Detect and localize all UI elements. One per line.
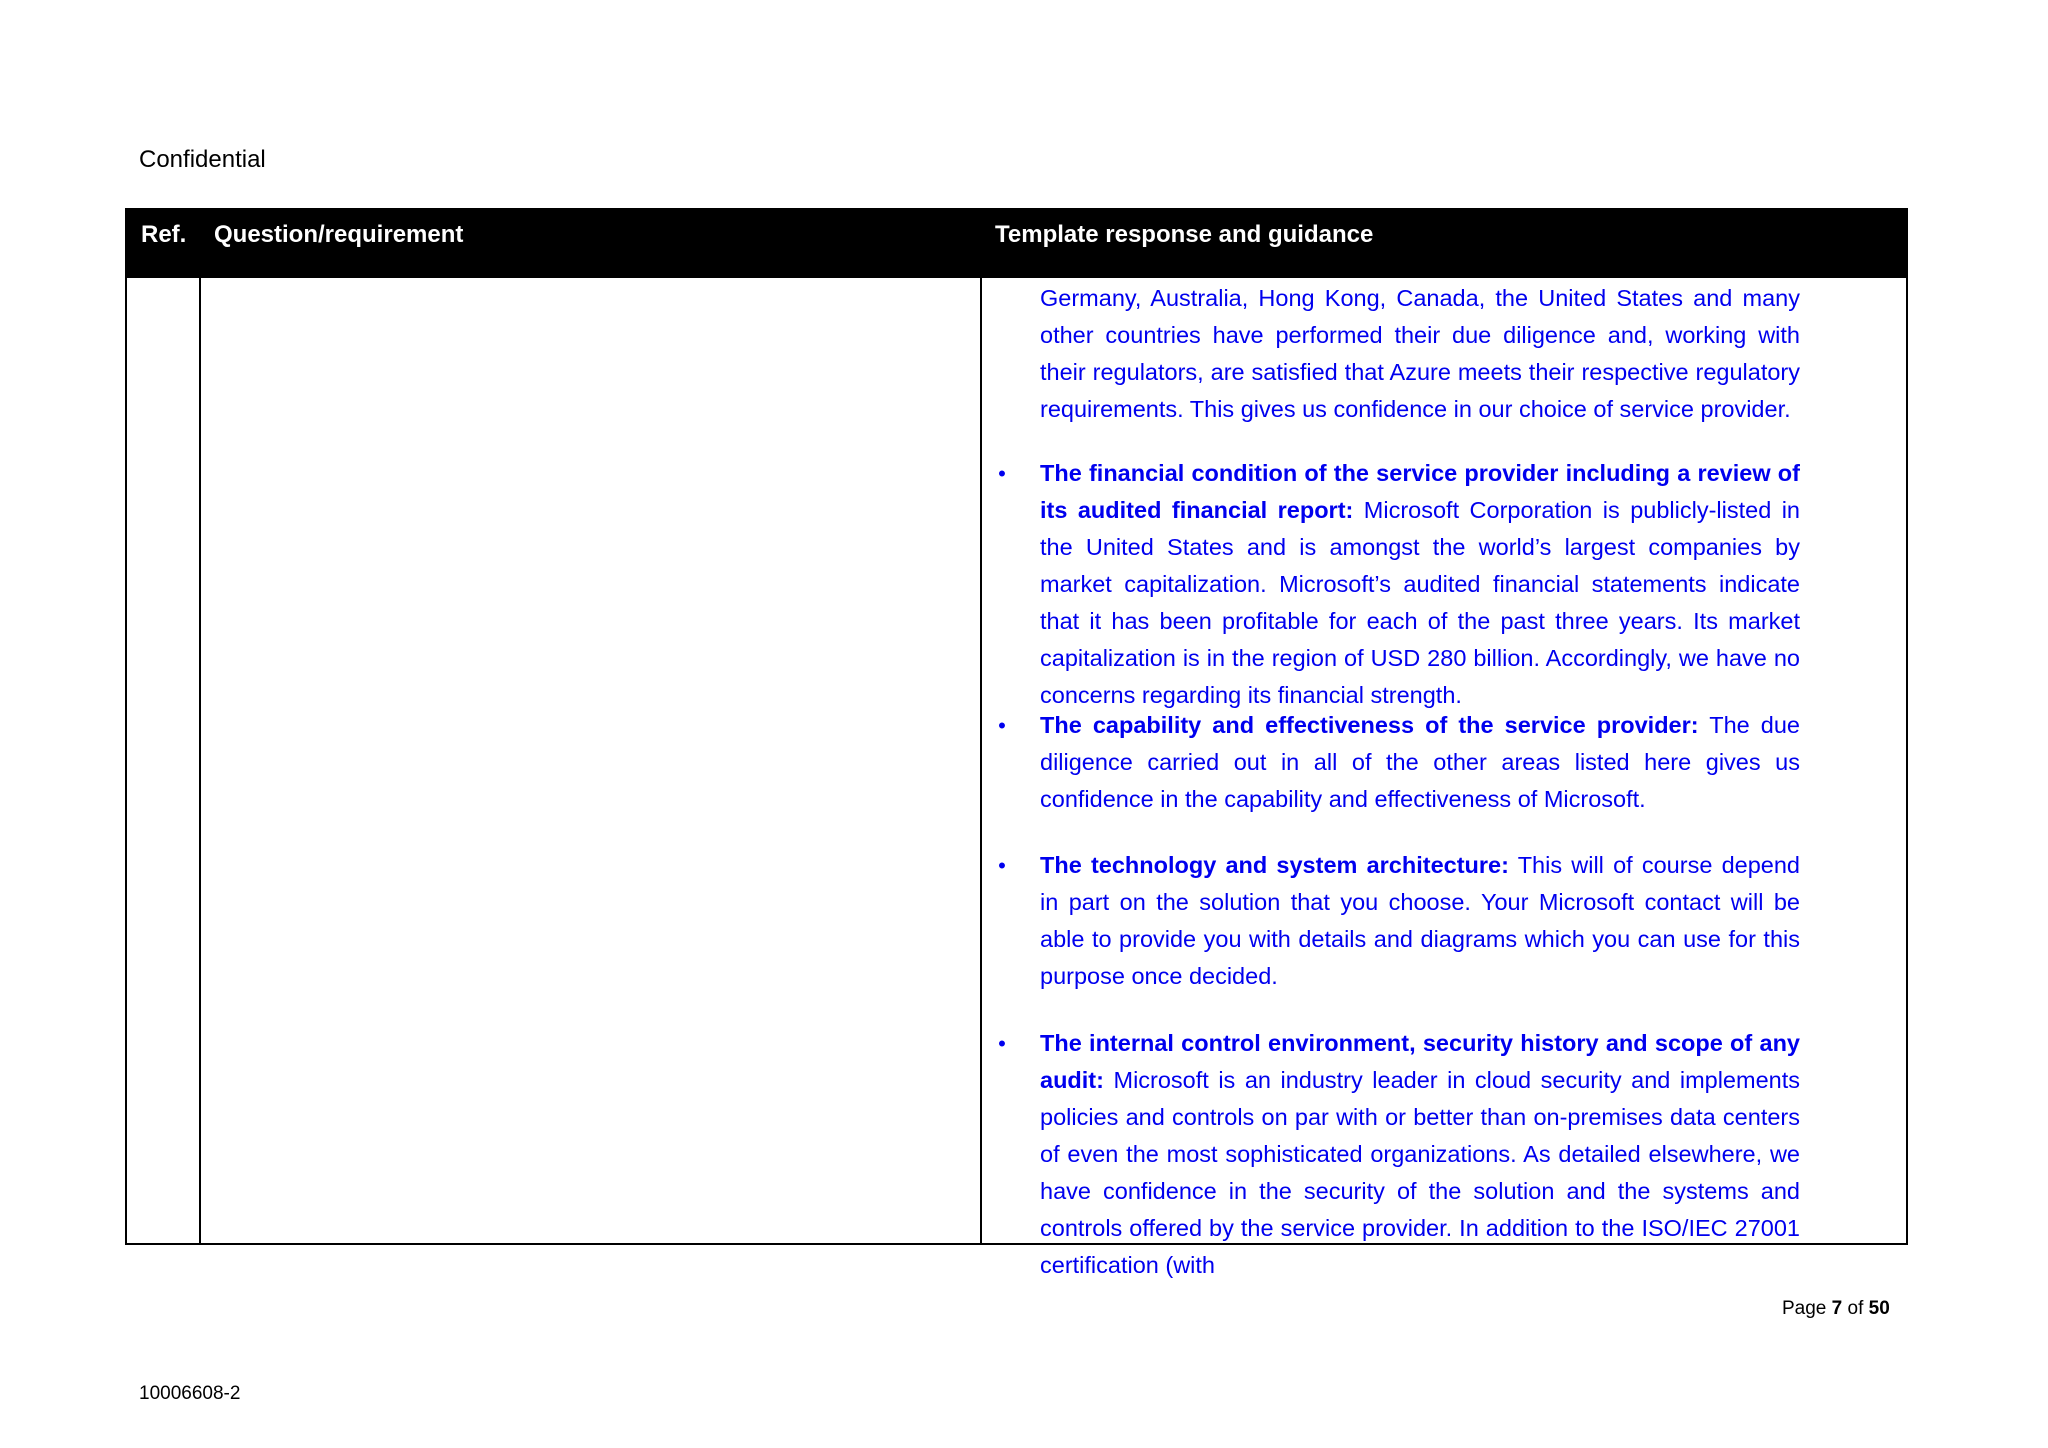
bullet-heading: The technology and system architecture: <box>1040 852 1509 878</box>
response-bullet-internal-control <box>1040 1025 1800 1284</box>
bullet-heading: The internal control environment, security history and scope of any audit: <box>1040 1030 1800 1093</box>
bullet-icon: • <box>998 461 1006 486</box>
bullet-text: Microsoft is an industry leader in cloud security and implements policies and controls on par with or better than on-premises data centers of even the most sophisticated organizations. As detailed elsewhere, we have confidence in the security of the solution and the systems and controls offered by the service provider. In addition to the ISO/IEC 27001 certification (with <box>1040 1067 1800 1278</box>
page-of: of <box>1842 1298 1869 1319</box>
bullet-heading: The capability and effectiveness of the service provider: <box>1040 712 1699 738</box>
bullet-icon: • <box>998 853 1006 878</box>
bullet-text: This will of course depend in part on the solution that you choose. Your Microsoft contact will be able to provide you with details and diagrams which you can use for this purpose once decided. <box>1040 852 1800 989</box>
document-id: 10006608-2 <box>139 1383 241 1404</box>
page-prefix: Page <box>1782 1298 1832 1319</box>
bullet-icon: • <box>998 713 1006 738</box>
column-header-template: Template response and guidance <box>995 221 1374 248</box>
bullet-icon: • <box>998 1031 1006 1056</box>
column-divider-ref <box>199 278 201 1243</box>
bullet-heading: The financial condition of the service provider including a review of its audited financial report: <box>1040 460 1800 523</box>
page-current: 7 <box>1831 1298 1843 1319</box>
column-header-ref: Ref. <box>141 221 187 248</box>
table-header-row <box>127 210 1906 278</box>
bullet-text: Microsoft Corporation is publicly-listed in the United States and is amongst the world’s largest companies by market capitalization. Microsoft’s audited financial statements indicate that it has been profitable for each of the past three years. Its market capitalization is in the region of USD 280 billion. Accordingly, we have no concerns regarding its financial strength. <box>1040 497 1800 708</box>
requirements-table <box>125 208 1908 1278</box>
column-header-question: Question/requirement <box>214 221 464 248</box>
response-bullet-financial <box>1040 455 1800 714</box>
page-total: 50 <box>1868 1298 1890 1319</box>
response-bullet-capability <box>1040 707 1800 818</box>
response-intro-paragraph: Germany, Australia, Hong Kong, Canada, the United States and many other countries have performed their due diligence and, working with their regulators, are satisfied that Azure meets their respective regulatory requirements. This gives us confidence in our choice of service provider. <box>1040 285 1800 422</box>
bullet-text: The due diligence carried out in all of the other areas listed here gives us confidence in the capability and effectiveness of Microsoft. <box>1040 712 1800 812</box>
template-response-cell <box>982 278 1906 1278</box>
confidential-label: Confidential <box>139 146 266 173</box>
response-bullet-technology <box>1040 847 1800 995</box>
page-number <box>1782 1298 1890 1320</box>
